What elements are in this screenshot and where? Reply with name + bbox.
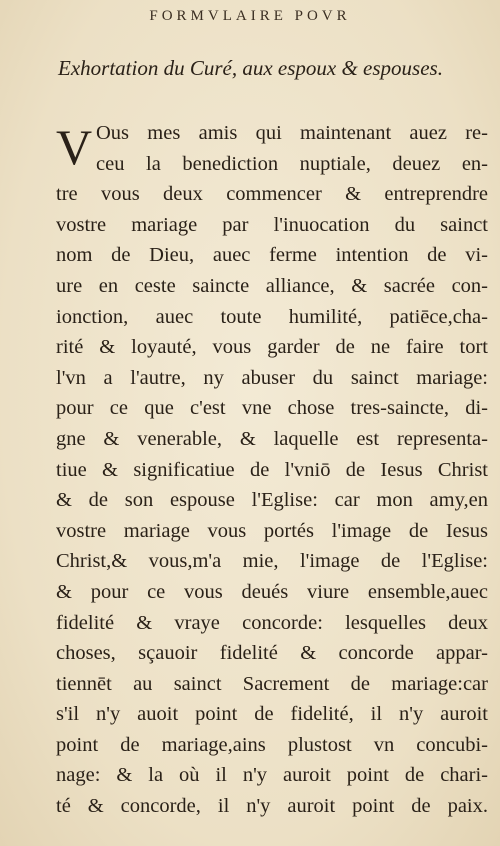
text-line: vostre mariage par l'inuocation du sainct	[56, 213, 488, 236]
text-line: tre vous deux commencer & entreprendre	[56, 183, 488, 206]
text-line: nom de Dieu, auec ferme intention de vi-	[56, 244, 488, 267]
text-line: tiue & significatiue de l'vniō de Iesus Christ	[56, 458, 488, 481]
text-line: gne & venerable, & laquelle est representa-	[56, 427, 488, 450]
text-line: Ous mes amis qui maintenant auez re-	[96, 122, 488, 144]
text-line: nage: & la où il n'y auroit point de chari-	[56, 764, 488, 787]
text-line: ceu la benediction nuptiale, deuez en-	[96, 152, 488, 175]
text-line: té & concorde, il n'y auroit point de paix.	[56, 795, 488, 818]
text-line: rité & loyauté, vous garder de ne faire tort	[56, 336, 488, 359]
text-line: & de son espouse l'Eglise: car mon amy,en	[56, 489, 488, 512]
text-line: pour ce que c'est vne chose tres-saincte, di-	[56, 397, 488, 420]
text-line: ionction, auec toute humilité, patiēce,cha-	[56, 305, 488, 328]
drop-cap: V	[56, 119, 93, 175]
text-line: l'vn a l'autre, ny abuser du sainct mariage:	[56, 366, 488, 389]
text-line: point de mariage,ains plustost vn concubi-	[56, 733, 488, 756]
text-line: tiennēt au sainct Sacrement de mariage:car	[56, 672, 488, 695]
section-title: Exhortation du Curé, aux espoux & espouses.	[58, 56, 443, 80]
text-line: vostre mariage vous portés l'image de Iesus	[56, 519, 488, 542]
text-line: Christ,& vous,m'a mie, l'image de l'Eglise:	[56, 550, 488, 573]
text-line: & pour ce vous deués viure ensemble,auec	[56, 580, 488, 603]
text-line: choses, sçauoir fidelité & concorde appar-	[56, 642, 488, 665]
text-line: ure en ceste saincte alliance, & sacrée con-	[56, 274, 488, 297]
body-text	[56, 118, 488, 822]
text-line: fidelité & vraye concorde: lesquelles deux	[56, 611, 488, 634]
text-line: s'il n'y auoit point de fidelité, il n'y auroit	[56, 703, 488, 726]
running-head: FORMVLAIRE POVR	[149, 8, 351, 24]
